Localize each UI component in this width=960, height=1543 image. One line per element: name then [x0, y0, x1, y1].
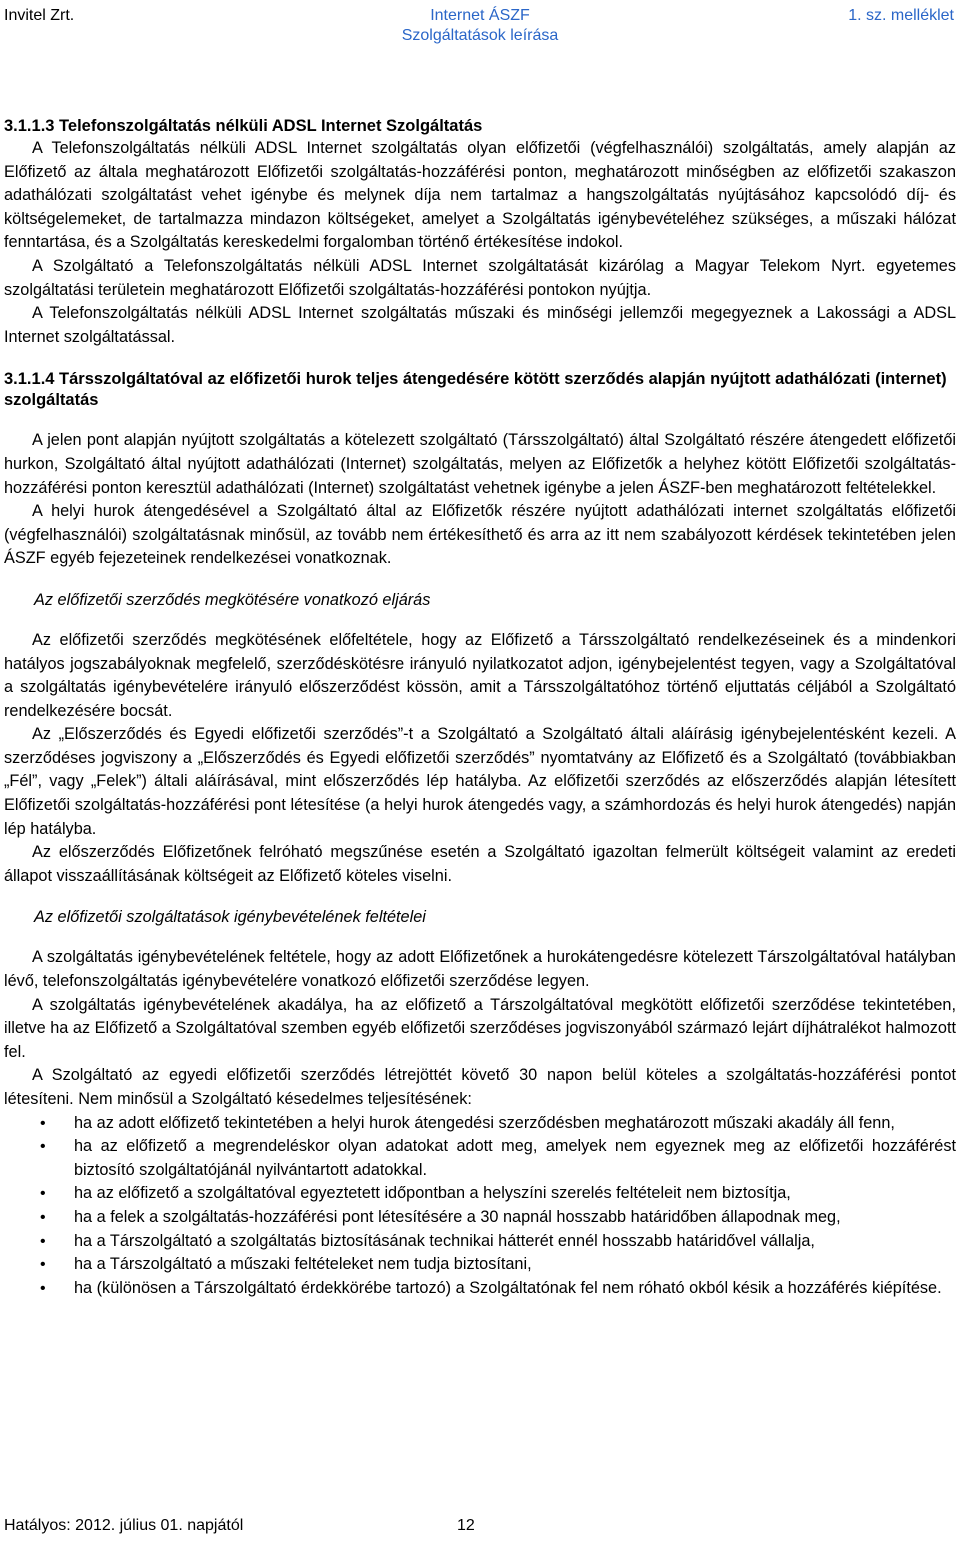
header-annex: 1. sz. melléklet — [848, 7, 954, 24]
list-item: • ha az előfizető a szolgáltatóval egyeztetett időpontban a helyszíni szerelés feltételeit nem biztosítja, — [4, 1182, 956, 1206]
subsection-title-conditions: Az előfizetői szolgáltatások igénybevételének feltételei — [34, 908, 426, 927]
section-heading-3113: 3.1.1.3 Telefonszolgáltatás nélküli ADSL Internet Szolgáltatás — [4, 117, 483, 135]
paragraph: A Telefonszolgáltatás nélküli ADSL Internet szolgáltatás olyan előfizetői (végfelhasználói) szolgáltatás, amely alapján az Előfizető az általa meghatározott Előfizetői szolgáltatás-hozzáférési ponton, meghatározott minőségben az előfizetői szakaszon adathálózati szolgáltatást vehet igénybe és melynek díja nem tartalmaz a hangszolgáltatás nyújtásához kapcsolódó díj- és költségelemeket, de tartalmazza mindazon költségeket, amelyet a Szolgáltatás igénybevételéhez szükséges, a műszaki hálózat fenntartása, és a Szolgáltatás kereskedelmi forgalomban történő értékesítése indokol. — [4, 139, 956, 252]
header-document-title — [370, 6, 590, 46]
paragraph: Az „Előszerződés és Egyedi előfizetői szerződés”-t a Szolgáltató a Szolgáltató általi aláírásig igénybejelentésként kezeli. A szerződéses jogviszony a „Előszerződés és Egyedi előfizetői szerződés” nyomtatvány az Előfizető és a Szolgáltató (továbbiakban „Fél”, vagy „Felek”) általi aláírásával, mint előszerződés lép hatályba. Az előfizetői szerződés az előszerződés alapján létesített Előfizetői szolgáltatás-hozzáférési pont létesítése (a helyi hurok átengedés vagy, a számhordozás és helyi hurok átengedés) napján lép hatályba. — [4, 725, 956, 838]
list-item: • ha az adott előfizető tekintetében a helyi hurok átengedési szerződésben meghatározott műszaki akadály áll fenn, — [4, 1112, 956, 1136]
paragraph: A szolgáltatás igénybevételének akadálya, ha az előfizető a Társzolgáltatóval megkötött előfizetői szerződése tekintetében, illetve ha az Előfizető a Szolgáltatóval szemben egyéb előfizetői szerződéses jogviszonyából származó lejárt díjhátralékot halmozott fel. — [4, 995, 956, 1061]
header-title-line1: Internet ÁSZF — [430, 7, 530, 24]
paragraph: A jelen pont alapján nyújtott szolgáltatás a kötelezett szolgáltató (Társszolgáltató) által Szolgáltató részére átengedett előfizetői hurkon, Szolgáltató által nyújtott adathálózati (Internet) szolgáltatás, melyen az Előfizetők a helyhez kötött Előfizetői szolgáltatás-hozzáférési ponton keresztül adathálózati (Internet) szolgáltatást vehetnek igénybe a jelen ÁSZF-ben meghatározott feltételekkel. — [4, 431, 956, 497]
page-number: 12 — [457, 1517, 475, 1534]
section-heading-3114: 3.1.1.4 Társszolgáltatóval az előfizetői hurok teljes átengedésére kötött szerződés alapján nyújtott adathálózati (internet) szolgáltatás — [4, 370, 947, 410]
paragraph: A Telefonszolgáltatás nélküli ADSL Internet szolgáltatás műszaki és minőségi jellemzői megegyeznek a Lakossági a ADSL Internet szolgáltatással. — [4, 304, 956, 346]
list-item: • ha az előfizető a megrendeléskor olyan adatokat adott meg, amelyek nem egyeznek meg az előfizetői hozzáférést biztosító szolgáltatójánál nyilvántartott adatokkal. — [4, 1135, 956, 1182]
paragraph: Az előszerződés Előfizetőnek felróható megszűnése esetén a Szolgáltató igazoltan felmerült költségeit valamint az eredeti állapot visszaállításának költségeit az Előfizető köteles viselni. — [4, 843, 956, 885]
subsection-title-contract: Az előfizetői szerződés megkötésére vonatkozó eljárás — [34, 590, 431, 609]
list-item: • ha a Társzolgáltató a műszaki feltételeket nem tudja biztosítani, — [4, 1253, 956, 1277]
header-company: Invitel Zrt. — [4, 7, 75, 24]
exceptions-list — [4, 1112, 956, 1301]
paragraph: A helyi hurok átengedésével a Szolgáltató által az Előfizetők részére nyújtott adathálózati internet szolgáltatás előfizetői (végfelhasználói) szolgáltatásnak minősül, az tovább nem értékesíthető és arra az itt nem szabályozott kérdések tekintetében jelen ÁSZF egyéb fejezeteinek rendelkezései vonatkoznak. — [4, 502, 956, 568]
document-body — [4, 116, 956, 1300]
header-title-line2: Szolgáltatások leírása — [401, 27, 559, 44]
list-item: • ha a felek a szolgáltatás-hozzáférési pont létesítésére a 30 napnál hosszabb határidőben állapodnak meg, — [4, 1206, 956, 1230]
footer-effective-date: Hatályos: 2012. július 01. napjától — [4, 1517, 244, 1534]
list-item: • ha a Társzolgáltató a szolgáltatás biztosításának technikai hátterét ennél hosszabb határidővel vállalja, — [4, 1230, 956, 1254]
list-item: • ha (különösen a Társzolgáltató érdekkörébe tartozó) a Szolgáltatónak fel nem róható okból késik a hozzáférés kiépítése. — [4, 1277, 956, 1301]
paragraph: Az előfizetői szerződés megkötésének előfeltétele, hogy az Előfizető a Társszolgáltató rendelkezéseinek és a mindenkori hatályos jogszabályoknak megfelelő, szerződéskötésre irányuló nyilatkozatot adjon, igénybejelentést tegyen, vagy a Szolgáltatóval a szolgáltatás igénybevételére irányuló előszerződést kössön, amit a Társszolgáltatóhoz történő eljuttatás céljából a Szolgáltató rendelkezésére bocsát. — [4, 630, 956, 720]
paragraph: A Szolgáltató az egyedi előfizetői szerződés létrejöttét követő 30 napon belül köteles a szolgáltatás-hozzáférési pontot létesíteni. Nem minősül a Szolgáltató késedelmes teljesítésének: — [4, 1066, 956, 1108]
paragraph: A szolgáltatás igénybevételének feltétele, hogy az adott Előfizetőnek a hurokátengedésre kötelezett Társzolgáltatóval hatályban lévő, telefonszolgáltatás igénybevételére vonatkozó előfizetői szerződése legyen. — [4, 948, 956, 991]
paragraph: A Szolgáltató a Telefonszolgáltatás nélküli ADSL Internet szolgáltatását kizárólag a Magyar Telekom Nyrt. egyetemes szolgáltatási területein meghatározott Előfizetői szolgáltatás-hozzáférési pontokon nyújtja. — [4, 256, 956, 299]
